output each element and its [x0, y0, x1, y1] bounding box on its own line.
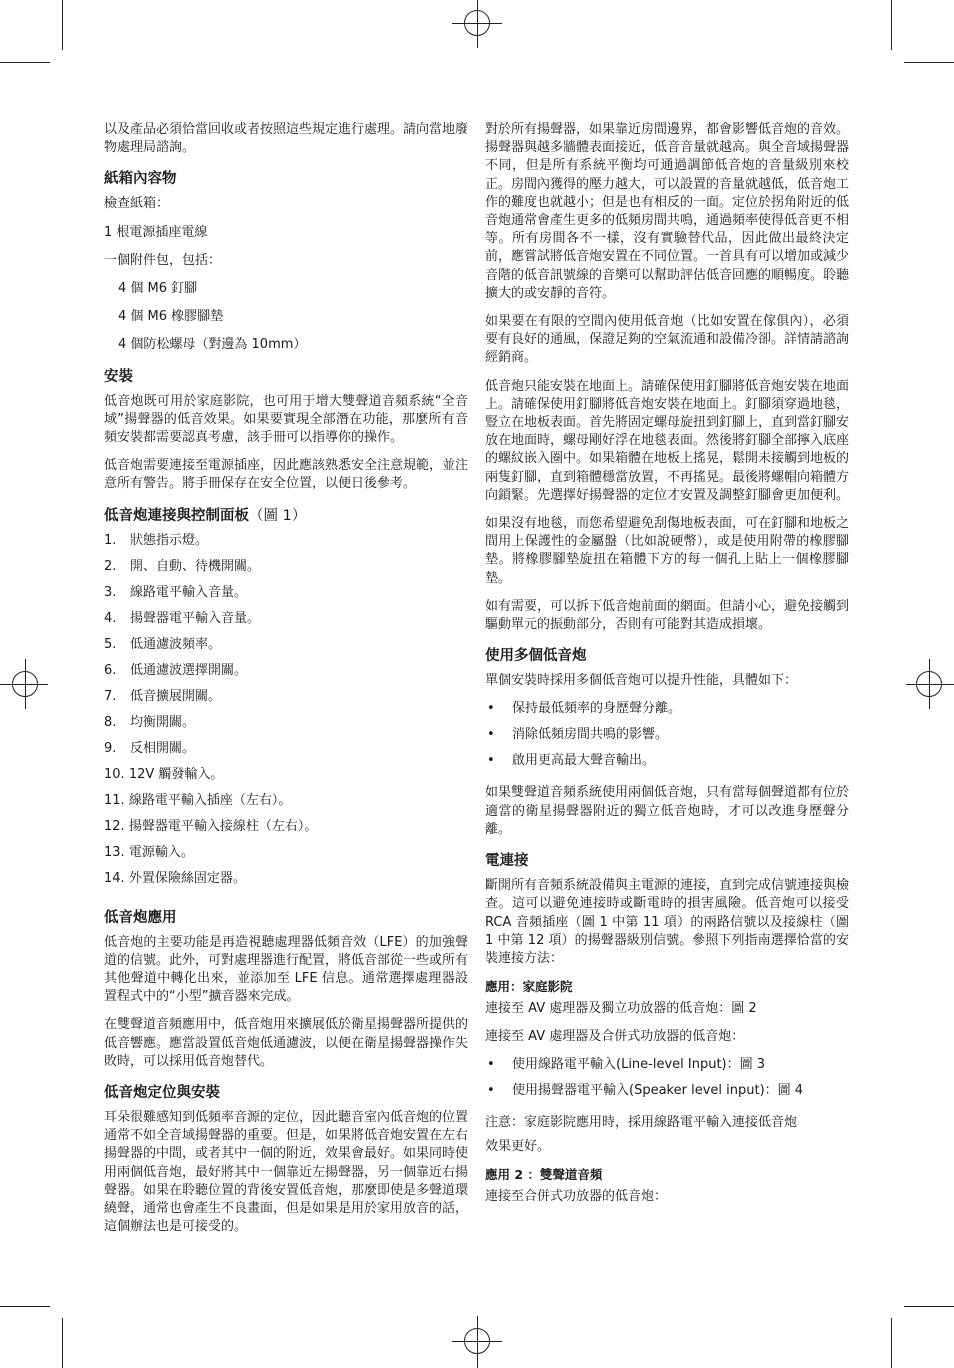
right-column	[485, 121, 849, 1216]
list-item: 6. 低通濾波選擇開關。	[104, 662, 248, 678]
application-heading: 應用 2 ：雙聲道音頻	[485, 1167, 603, 1183]
panel-list	[104, 532, 468, 896]
list-item: 11. 線路電平輸入插座（左右）。	[104, 792, 292, 808]
crop-mark	[0, 1306, 50, 1307]
bullet-item: • 使用揚聲器電平輸入(Speaker level input)：圖 4	[487, 1083, 804, 1099]
connection-line: 連接至 AV 處理器及獨立功放器的低音炮：圖 2	[485, 1001, 757, 1017]
contents-item: 1 根電源插座電線	[104, 224, 208, 240]
bullet-item: • 啟用更高最大聲音輸出。	[487, 753, 656, 769]
intro-paragraph: 以及產品必須恰當回收或者按照這些規定進行處理。請向當地廢物處理局諮詢。	[104, 122, 469, 156]
contents-item: 4 個防松螺母（對邊為 10mm）	[118, 337, 307, 353]
registration-target	[477, 0, 478, 48]
multi-sub-heading: 使用多個低音炮	[485, 648, 587, 665]
panel-heading	[104, 506, 468, 526]
crop-mark	[891, 1318, 892, 1368]
crop-mark	[904, 62, 954, 63]
bullet-item: • 保持最低頻率的身歷聲分離。	[487, 701, 682, 717]
list-item: 10. 12V 觸發輸入。	[104, 766, 224, 782]
list-item: 12. 揚聲器電平輸入接線柱（左右）。	[104, 818, 318, 834]
list-item: 9. 反相開關。	[104, 740, 196, 756]
figure-reference: （圖 1）	[249, 507, 307, 524]
list-item: 2. 開、自動、待機開關。	[104, 558, 261, 574]
install-paragraph: 低音炮既可用於家庭影院，也可用于增大雙聲道音頻系統“全音域”揚聲器的低音效果。如果要實現全部潛在功能，那麼所有音頻安裝都需要認真考慮，該手冊可以指導你的操作。	[104, 393, 468, 446]
registration-target	[452, 23, 502, 24]
connection-bullets	[485, 1056, 849, 1108]
crop-mark	[62, 0, 63, 50]
multi-bullets	[485, 700, 849, 778]
crop-mark	[62, 1318, 63, 1368]
left-column	[104, 121, 468, 1246]
connection-line: 連接至合併式功放器的低音炮：	[485, 1189, 668, 1205]
position-paragraph: 耳朵很難感知到低頻率音源的定位，因此聽音室內低音炮的位置通常不如全音域揚聲器的重要。但是，如果將低音炮安置在左右揚聲器的中間，或者其中一個的附近，效果會最好。如果同時使用兩個低音炮，最好將其中一個靠近左揚聲器，另一個靠近右揚聲器。如果在聆聽位置的背後安置低音炮，那麼即使是多聲道環繞聲，通常也會產生不良畫面，但是如果是用於家用放音的話，這個辦法也是可接受的。	[104, 1110, 469, 1235]
ventilation-paragraph: 如果要在有限的空間內使用低音炮（比如安置在傢俱內），必須要有良好的通風，保證足夠的空氣流通和設備冷卻。詳情請諮詢經銷商。	[485, 314, 850, 366]
bullet-item: • 消除低頻房間共鳴的影響。	[487, 727, 669, 743]
crop-mark	[891, 0, 892, 50]
list-item: 7. 低音擴展開關。	[104, 688, 222, 704]
panel-heading-text: 低音炮連接與控制面板	[104, 507, 249, 524]
electrical-paragraph: 斷開所有音頻系統設備與主電源的連接，直到完成信號連接與檢查。這可以避免連接時或斷電時的損害風險。低音炮可以接受 RCA 音頻插座（圖 1 中第 11 項）的兩路信號以及接線柱（圖 1 中第 12 項）的揚聲器級別信號。參照下列指南選擇恰當的安裝連接方法：	[485, 878, 850, 966]
contents-item: 4 個 M6 釘腳	[118, 281, 198, 297]
placement-paragraph: 對於所有揚聲器，如果靠近房間邊界，都會影響低音炮的音效。揚聲器與越多牆體表面接近，低音音量就越高。與全音域揚聲器不同，但是所有系統平衡均可通過調節低音炮的音量級別來校正。房間內獲得的壓力越大，可以設置的音量就越低，低音炮工作的難度也就越小；但是也有相反的一面。定位於拐角附近的低音炮通常會產生更多的低頻房間共鳴，通過頻率使得低音更不相等。所有房間各不一樣，沒有實驗替代品，因此做出最終決定前，應嘗試將低音炮安置在不同位置。一首具有可以增加或減少音階的低音訊號線的音樂可以幫助評估低音回應的順暢度。聆聽擴大的或安靜的音符。	[485, 122, 850, 301]
bullet-item: • 使用線路電平輸入(Line-level Input)：圖 3	[487, 1057, 766, 1073]
multi-intro: 單個安裝時採用多個低音炮可以提升性能，具體如下：	[485, 673, 798, 689]
registration-target	[0, 684, 48, 685]
install-paragraph: 低音炮需要連接至電源插座，因此應該熟悉安全注意規範，並注意所有警告。將手冊保存在安全位置，以便日後參考。	[104, 458, 469, 492]
list-item: 5. 低通濾波頻率。	[104, 636, 222, 652]
connection-line: 連接至 AV 處理器及合併式功放器的低音炮：	[485, 1029, 745, 1045]
registration-target	[477, 1316, 478, 1368]
floor-protection-paragraph: 如果沒有地毯，而您希望避免刮傷地板表面，可在釘腳和地板之間用上保護性的金屬盤（比如說硬幣），或是使用附帶的橡膠腳墊。將橡膠腳墊旋扭在箱體下方的每一個孔上貼上一個橡膠腳墊。	[485, 516, 850, 586]
list-item: 3. 線路電平輸入音量。	[104, 584, 248, 600]
multi-paragraph: 如果雙聲道音頻系統使用兩個低音炮，只有當每個聲道都有位於適當的衛星揚聲器附近的獨立低音炮時，才可以改進身歷聲分離。	[485, 785, 850, 837]
contents-item: 一個附件包，包括：	[104, 252, 222, 268]
registration-target	[906, 684, 954, 685]
contents-item: 4 個 M6 橡膠腳墊	[118, 309, 224, 325]
usage-heading: 低音炮應用	[104, 909, 177, 926]
crop-mark	[0, 62, 50, 63]
usage-paragraph: 在雙聲道音頻應用中，低音炮用來擴展低於衛星揚聲器所提供的低音響應。應當設置低音炮低通濾波，以便在衛星揚聲器操作失敗時，可以採用低音炮替代。	[104, 1017, 469, 1069]
position-heading: 低音炮定位與安裝	[104, 1085, 220, 1102]
list-item: 8. 均衡開關。	[104, 714, 196, 730]
install-heading: 安裝	[104, 368, 133, 385]
list-item: 14. 外置保險絲固定器。	[104, 870, 246, 886]
list-item: 1. 狀態指示燈。	[104, 532, 209, 548]
spikes-paragraph: 低音炮只能安裝在地面上。請確保使用釘腳將低音炮安裝在地面上。請確保使用釘腳將低音炮安裝在地面上。釘腳須穿過地毯，豎立在地板表面。首先將固定螺母旋扭到釘腳上，直到當釘腳安放在地面時，螺母剛好浮在地毯表面。然後將釘腳全部擰入底座的螺紋嵌入圈中。如果箱體在地板上搖晃，鬆開未接觸到地板的兩隻釘腳，直到箱體穩當放置，不再搖晃。最後將螺帽向箱體方向鎖緊。先選擇好揚聲器的定位才安置及調整釘腳會更加便利。	[485, 378, 850, 503]
list-item: 13. 電源輸入。	[104, 844, 194, 860]
note-line: 效果更好。	[485, 1139, 551, 1155]
check-label: 檢查紙箱：	[104, 196, 170, 212]
note-line: 注意：家庭影院應用時，採用線路電平輸入連接低音炮	[485, 1115, 798, 1131]
usage-paragraph: 低音炮的主要功能是再造視聽處理器低頻音效（LFE）的加強聲道的信號。此外，可對處理器進行配置，將低音部從一些或所有其他聲道中轉化出來，並添加至 LFE 信息。通常選擇處理器設置程式中的“小型”擴音器來完成。	[104, 934, 469, 1005]
list-item: 4. 揚聲器電平輸入音量。	[104, 610, 261, 626]
application-heading: 應用：家庭影院	[485, 979, 573, 995]
electrical-heading: 電連接	[485, 853, 529, 870]
grille-paragraph: 如有需要，可以拆下低音炮前面的網面。但請小心，避免接觸到驅動單元的振動部分，否則有可能對其造成損壞。	[485, 598, 850, 633]
registration-target	[452, 1341, 502, 1342]
contents-heading: 紙箱內容物	[104, 171, 177, 188]
crop-mark	[904, 1306, 954, 1307]
